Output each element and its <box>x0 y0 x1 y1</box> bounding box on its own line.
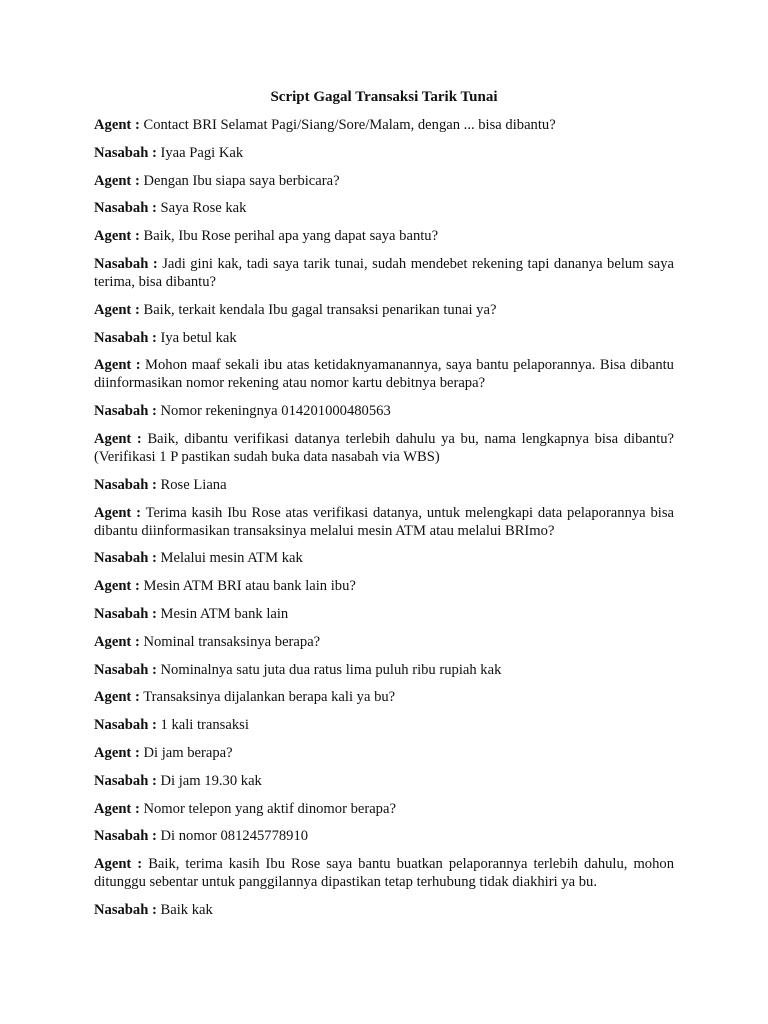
dialogue-line <box>94 605 674 623</box>
line-text: Saya Rose kak <box>160 200 247 217</box>
speaker-label: Agent : <box>94 228 140 245</box>
dialogue-line <box>94 301 674 319</box>
dialogue-line <box>94 855 674 891</box>
dialogue-line <box>94 199 674 217</box>
dialogue-line <box>94 661 674 679</box>
dialogue-line <box>94 227 674 245</box>
speaker-label: Agent : <box>94 689 140 706</box>
dialogue-line <box>94 255 674 291</box>
dialogue-line <box>94 402 674 420</box>
speaker-label: Nasabah : <box>94 772 157 789</box>
dialogue-line <box>94 688 674 706</box>
dialogue-line <box>94 772 674 790</box>
line-text: Baik, Ibu Rose perihal apa yang dapat saya bantu? <box>143 228 439 245</box>
dialogue-line <box>94 116 674 134</box>
speaker-label: Nasabah : <box>94 901 157 918</box>
dialogue-line <box>94 172 674 190</box>
line-text: Melalui mesin ATM kak <box>160 550 303 567</box>
dialogue-line <box>94 549 674 567</box>
speaker-label: Agent : <box>94 117 140 133</box>
dialogue-line <box>94 744 674 762</box>
dialogue-line <box>94 800 674 818</box>
dialogue-line <box>94 827 674 845</box>
speaker-label: Agent : <box>94 172 140 189</box>
speaker-label: Nasabah : <box>94 661 157 678</box>
speaker-label: Nasabah : <box>94 329 157 346</box>
dialogue-list <box>94 116 674 919</box>
line-text: Contact BRI Selamat Pagi/Siang/Sore/Malam, dengan ... bisa dibantu? <box>143 117 556 133</box>
speaker-label: Agent : <box>94 578 140 595</box>
line-text: Nominal transaksinya berapa? <box>143 633 321 650</box>
dialogue-line <box>94 577 674 595</box>
dialogue-line <box>94 901 674 919</box>
dialogue-line <box>94 476 674 494</box>
line-text: Di nomor 081245778910 <box>160 828 309 845</box>
line-text: Iyaa Pagi Kak <box>160 144 244 161</box>
line-text: Nomor telepon yang aktif dinomor berapa? <box>143 800 396 817</box>
line-text: Jadi gini kak, tadi saya tarik tunai, sudah mendebet rekening tapi dananya belum saya terima, bisa dibantu? <box>94 255 674 290</box>
line-text: Dengan Ibu siapa saya berbicara? <box>143 172 340 189</box>
line-text: Di jam 19.30 kak <box>160 772 262 789</box>
line-text: Terima kasih Ibu Rose atas verifikasi datanya, untuk melengkapi data pelaporannya bisa dibantu diinformasikan transaksinya melalui mesin ATM atau melalui BRImo? <box>94 504 674 539</box>
speaker-label: Nasabah : <box>94 144 157 161</box>
speaker-label: Nasabah : <box>94 403 157 420</box>
dialogue-line <box>94 329 674 347</box>
speaker-label: Nasabah : <box>94 476 157 493</box>
speaker-label: Nasabah : <box>94 200 157 217</box>
line-text: Transaksinya dijalankan berapa kali ya bu? <box>143 689 396 706</box>
line-text: Baik kak <box>160 901 213 918</box>
speaker-label: Agent : <box>94 301 140 318</box>
speaker-label: Agent : <box>94 800 140 817</box>
speaker-label: Agent : <box>94 430 142 447</box>
dialogue-line <box>94 144 674 162</box>
line-text: Mesin ATM bank lain <box>160 605 289 622</box>
line-text: Rose Liana <box>160 476 227 493</box>
line-text: Di jam berapa? <box>143 744 233 761</box>
dialogue-line <box>94 356 674 392</box>
line-text: Baik, dibantu verifikasi datanya terlebih dahulu ya bu, nama lengkapnya bisa dibantu? (Verifikasi 1 P pastikan sudah buka data nasabah via WBS) <box>94 430 674 465</box>
speaker-label: Agent : <box>94 856 143 873</box>
document-title: Script Gagal Transaksi Tarik Tunai <box>270 89 498 105</box>
dialogue-line <box>94 430 674 466</box>
line-text: 1 kali transaksi <box>160 717 249 734</box>
speaker-label: Nasabah : <box>94 828 157 845</box>
dialogue-line <box>94 504 674 540</box>
dialogue-line <box>94 716 674 734</box>
line-text: Nominalnya satu juta dua ratus lima puluh ribu rupiah kak <box>160 661 502 678</box>
line-text: Nomor rekeningnya 014201000480563 <box>160 403 391 420</box>
line-text: Iya betul kak <box>160 329 237 346</box>
line-text: Mesin ATM BRI atau bank lain ibu? <box>143 578 356 595</box>
document-page <box>94 88 674 929</box>
speaker-label: Nasabah : <box>94 605 157 622</box>
speaker-label: Agent : <box>94 357 141 374</box>
speaker-label: Nasabah : <box>94 717 157 734</box>
line-text: Mohon maaf sekali ibu atas ketidaknyamanannya, saya bantu pelaporannya. Bisa dibantu diinformasikan nomor rekening atau nomor kartu debitnya berapa? <box>94 357 674 392</box>
line-text: Baik, terima kasih Ibu Rose saya bantu buatkan pelaporannya terlebih dahulu, mohon ditunggu sebentar untuk panggilannya dipastikan tetap terhubung tidak diakhiri ya bu. <box>94 856 674 891</box>
speaker-label: Agent : <box>94 633 140 650</box>
line-text: Baik, terkait kendala Ibu gagal transaksi penarikan tunai ya? <box>143 301 497 318</box>
dialogue-line <box>94 633 674 651</box>
speaker-label: Nasabah : <box>94 255 158 272</box>
speaker-label: Agent : <box>94 504 141 521</box>
speaker-label: Nasabah : <box>94 550 157 567</box>
speaker-label: Agent : <box>94 744 140 761</box>
